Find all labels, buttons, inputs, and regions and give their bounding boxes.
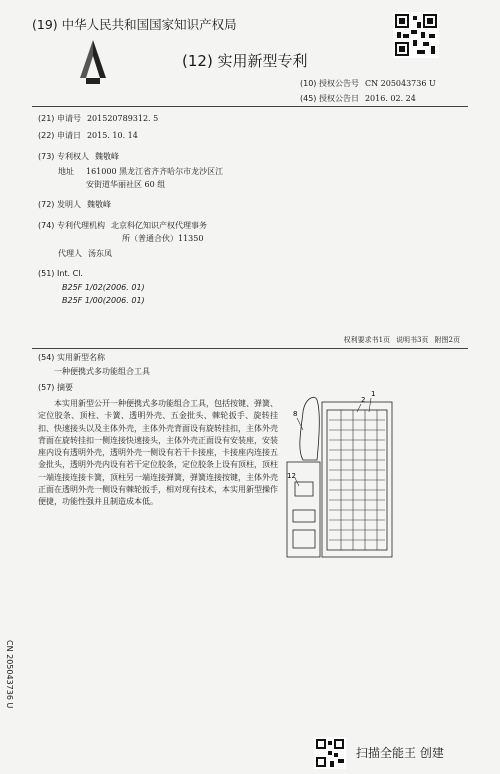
grant-date-value: 2016. 02. 24	[364, 94, 416, 103]
grant-date-label: (45) 授权公告日	[300, 94, 359, 103]
address-label: 地址	[58, 167, 74, 176]
intcl-entry	[62, 296, 145, 305]
filing-date	[38, 130, 138, 142]
app-no-value: 201520789312. 5	[86, 114, 159, 123]
claims-pages: 权利要求书1页	[343, 336, 391, 344]
grant-pub-no-label: (10) 授权公告号	[300, 79, 359, 88]
figure-label: 1	[371, 390, 376, 398]
utility-model-title: 一种便携式多功能组合工具	[54, 367, 150, 376]
qr-code-icon	[393, 12, 439, 58]
side-publication-number: CN 205043736 U	[5, 640, 14, 709]
patentee-label: (73) 专利权人	[38, 152, 89, 161]
description-pages: 说明书3页	[396, 336, 429, 344]
inventor-label: (72) 发明人	[38, 200, 81, 209]
agent-value: 汤东凤	[88, 249, 112, 258]
agency-line-1: 北京科亿知识产权代理事务	[110, 221, 207, 230]
agency-line-2: 所（普通合伙）11350	[122, 234, 204, 243]
grant-publication-number	[300, 78, 436, 89]
address-line-2: 安街道华丽社区 60 组	[86, 180, 166, 189]
scanner-qr-icon	[314, 737, 346, 769]
header-rule	[32, 106, 468, 107]
document-type: (12) 实用新型专利	[182, 52, 308, 70]
scanner-watermark: 扫描全能王 创建	[356, 746, 444, 760]
office-name: (19) 中华人民共和国国家知识产权局	[32, 17, 237, 32]
grant-pub-no-value: CN 205043736 U	[364, 79, 436, 88]
filing-date-value: 2015. 10. 14	[86, 131, 138, 140]
intcl-version: (2006. 01)	[102, 296, 145, 305]
summary-rule	[32, 348, 468, 349]
figure-label: 2	[361, 396, 366, 404]
representative-drawing	[285, 390, 395, 562]
filing-date-label: (22) 申请日	[38, 131, 81, 140]
agent-label: 代理人	[58, 249, 82, 258]
intcl-code: B25F 1/00	[62, 296, 103, 305]
figure-label: 12	[287, 472, 296, 480]
agent	[58, 248, 112, 260]
abstract-text: 本实用新型公开一种便携式多功能组合工具，包括按键、弹簧、定位胶条、顶柱、卡簧、透明外壳、五金批头、棘轮扳手、旋转挂扣、快速接头以及主体外壳，主体外壳背面设有旋转挂扣，主体外壳背面在旋转挂扣一侧连接快速接头，主体外壳正面设有安装座，安装座内设有透明外壳，透明外壳一侧设有若干卡接座，卡接座内连接五金批头，透明外壳内设有若干定位胶条，定位胶条上设有顶柱，顶柱一端连接连接卡簧，顶柱另一端连接弹簧，弹簧连接按键，主体外壳正面在透明外壳一侧设有棘轮扳手，相对现有技术，本实用新型操作便捷，功能性强并且制造成本低。	[38, 399, 278, 506]
figure-label: 8	[293, 410, 298, 418]
app-no-label: (21) 申请号	[38, 114, 81, 123]
agency	[38, 220, 207, 232]
intcl-code: B25F 1/02	[62, 283, 103, 292]
inventor-value: 魏敬峰	[86, 200, 111, 209]
title-label: (54) 实用新型名称	[38, 353, 105, 362]
intcl-label: (51) Int. Cl.	[38, 269, 83, 278]
patentee-value: 魏敬峰	[94, 152, 119, 161]
intcl-version: (2006. 01)	[102, 283, 145, 292]
cnipa-logo-icon	[76, 38, 110, 86]
application-number	[38, 113, 158, 125]
patentee	[38, 151, 119, 163]
abstract-label: (57) 摘要	[38, 383, 73, 392]
inventor	[38, 199, 111, 211]
grant-date	[300, 93, 416, 104]
agency-label: (74) 专利代理机构	[38, 221, 105, 230]
address-line-1: 161000 黑龙江省齐齐哈尔市龙沙区江	[86, 167, 224, 176]
page-count-summary	[338, 335, 460, 345]
drawing-pages: 附图2页	[434, 336, 460, 344]
intcl-entry	[62, 283, 145, 292]
